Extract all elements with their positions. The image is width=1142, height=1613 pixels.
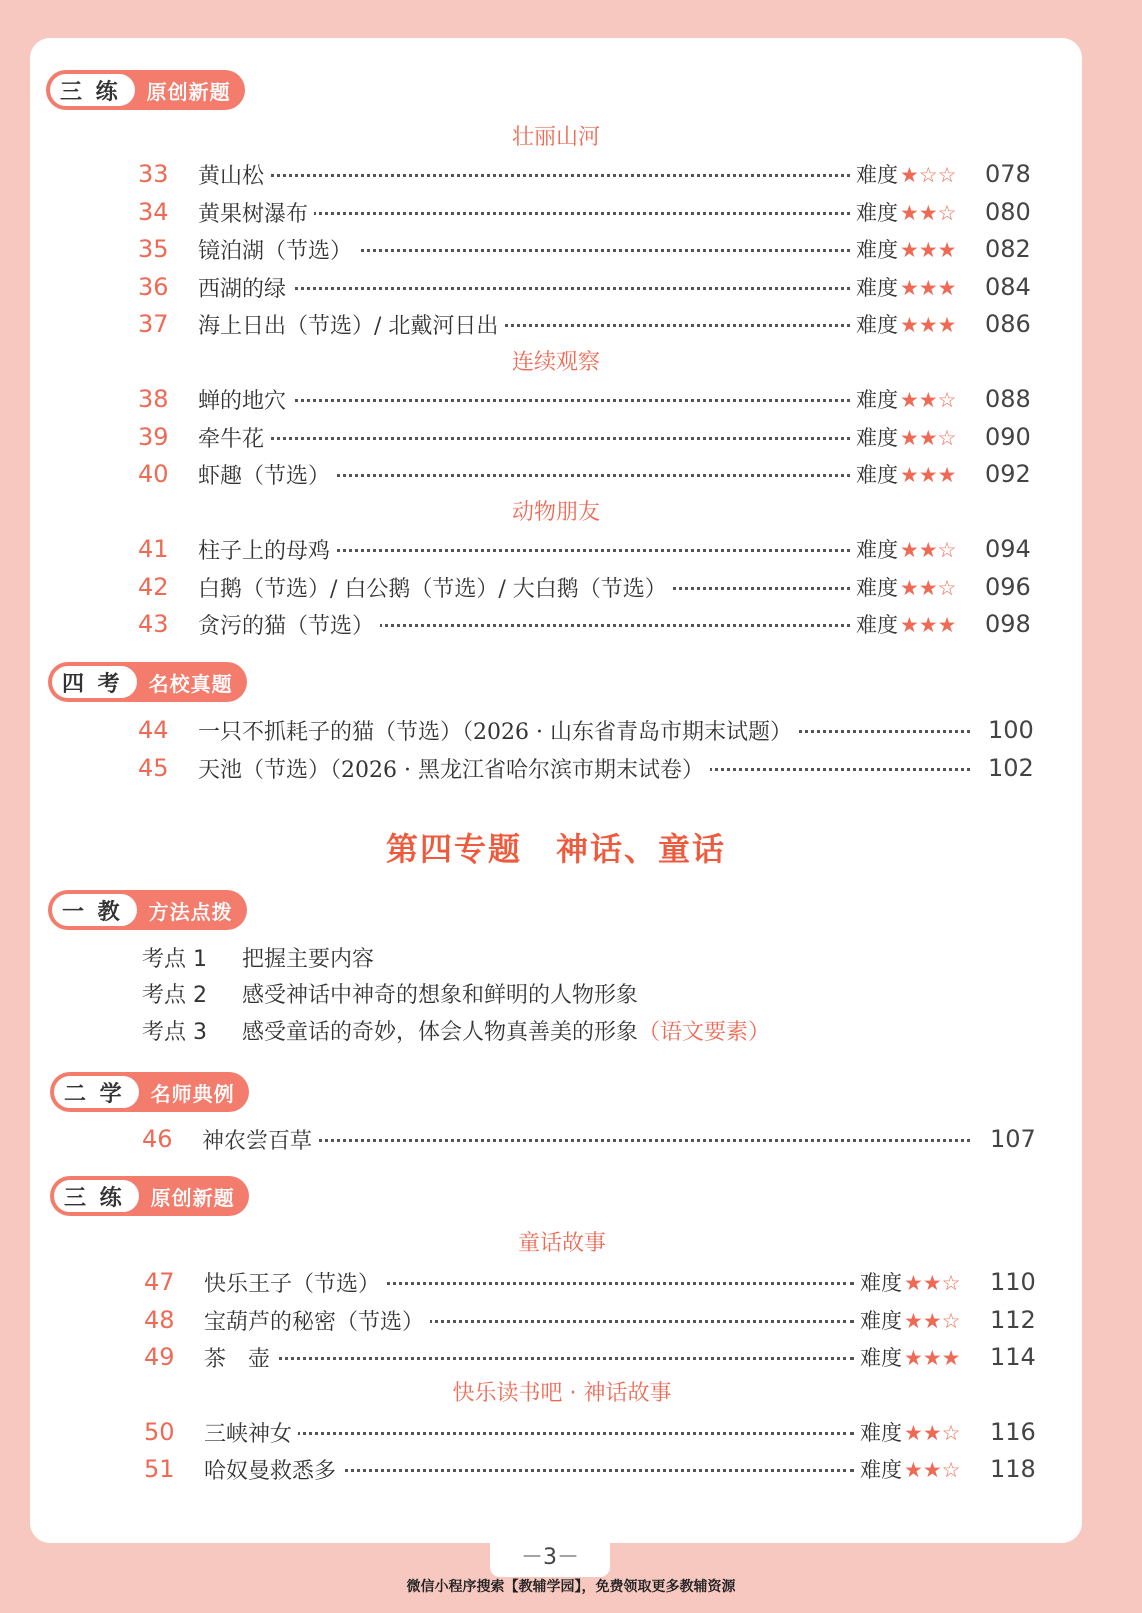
entry-number: 41 bbox=[138, 535, 169, 563]
kaodian-text: 感受童话的奇妙，体会人物真善美的形象 bbox=[242, 1020, 639, 1045]
entry-number: 33 bbox=[138, 160, 169, 188]
star-rating: ★★☆ bbox=[900, 426, 957, 450]
entry-title: 西湖的绿 bbox=[198, 272, 292, 303]
difficulty bbox=[850, 234, 956, 264]
difficulty-label: 难度 bbox=[856, 426, 898, 450]
leader-dots bbox=[230, 174, 850, 177]
difficulty bbox=[850, 609, 956, 639]
kaodian-key: 考点 2 bbox=[142, 983, 207, 1008]
difficulty-label: 难度 bbox=[856, 463, 898, 487]
entry-number: 37 bbox=[138, 310, 169, 338]
entry-title: 镜泊湖（节选） bbox=[198, 234, 358, 265]
page-ref: 110 bbox=[990, 1268, 1036, 1296]
page-ref: 116 bbox=[990, 1418, 1036, 1446]
entry-title: 天池（节选）（2026 · 黑龙江省哈尔滨市期末试卷） bbox=[198, 753, 710, 784]
section-title: 第四专题 神话、童话 bbox=[385, 830, 726, 868]
badge-left-label: 三 练 bbox=[48, 72, 137, 108]
leader-dots bbox=[230, 437, 850, 440]
badge-right-label: 原创新题 bbox=[150, 1185, 235, 1210]
entry-title: 宝葫芦的秘密（节选） bbox=[204, 1305, 430, 1336]
star-rating: ★★☆ bbox=[904, 1309, 961, 1333]
entry-number: 40 bbox=[138, 460, 169, 488]
page-ref: 098 bbox=[985, 610, 1031, 638]
star-rating: ★★★ bbox=[900, 463, 957, 487]
entry-number: 36 bbox=[138, 273, 169, 301]
entry-title: 茶 壶 bbox=[204, 1342, 276, 1373]
difficulty bbox=[850, 572, 956, 602]
star-rating: ★★☆ bbox=[904, 1458, 961, 1482]
difficulty-label: 难度 bbox=[860, 1421, 902, 1445]
entry-number: 49 bbox=[144, 1343, 175, 1371]
page-ref: 096 bbox=[985, 573, 1031, 601]
difficulty bbox=[854, 1417, 960, 1447]
entry-number: 35 bbox=[138, 235, 169, 263]
difficulty bbox=[854, 1454, 960, 1484]
star-rating: ★★★ bbox=[900, 276, 957, 300]
difficulty-label: 难度 bbox=[860, 1271, 902, 1295]
entry-number: 48 bbox=[144, 1306, 175, 1334]
leader-dots bbox=[230, 212, 850, 215]
page-ref: 078 bbox=[985, 160, 1031, 188]
entry-title: 白鹅（节选）/ 白公鹅（节选）/ 大白鹅（节选） bbox=[198, 572, 673, 603]
difficulty-label: 难度 bbox=[860, 1346, 902, 1370]
page-ref: 102 bbox=[988, 754, 1034, 782]
star-rating: ★★★ bbox=[900, 238, 957, 262]
section-badge-practice-2 bbox=[50, 1176, 249, 1216]
difficulty bbox=[850, 272, 956, 302]
leader-dots bbox=[230, 399, 850, 402]
entry-title: 黄山松 bbox=[198, 159, 270, 190]
page-ref: 107 bbox=[990, 1125, 1036, 1153]
entry-number: 43 bbox=[138, 610, 169, 638]
section-badge-teach bbox=[48, 890, 247, 930]
badge-left-label: 二 学 bbox=[52, 1074, 141, 1110]
star-rating: ★★☆ bbox=[904, 1421, 961, 1445]
kaodian-key: 考点 1 bbox=[142, 947, 207, 972]
difficulty-label: 难度 bbox=[856, 238, 898, 262]
page-ref: 092 bbox=[985, 460, 1031, 488]
badge-right-label: 原创新题 bbox=[146, 79, 231, 104]
difficulty-label: 难度 bbox=[856, 613, 898, 637]
star-rating: ★★☆ bbox=[900, 538, 957, 562]
difficulty-label: 难度 bbox=[860, 1458, 902, 1482]
entry-title: 黄果树瀑布 bbox=[198, 197, 314, 228]
page-ref: 080 bbox=[985, 198, 1031, 226]
entry-number: 42 bbox=[138, 573, 169, 601]
badge-left-label: 三 练 bbox=[52, 1178, 141, 1214]
entry-number: 46 bbox=[142, 1125, 173, 1153]
difficulty bbox=[850, 422, 956, 452]
entry-number: 50 bbox=[144, 1418, 175, 1446]
kaodian-key: 考点 3 bbox=[142, 1020, 207, 1045]
entry-number: 44 bbox=[138, 716, 169, 744]
difficulty-label: 难度 bbox=[856, 276, 898, 300]
page-ref: 082 bbox=[985, 235, 1031, 263]
category-heading: 壮丽山河 bbox=[511, 125, 600, 150]
difficulty bbox=[850, 309, 956, 339]
category-heading: 童话故事 bbox=[517, 1231, 606, 1256]
page-ref: 084 bbox=[985, 273, 1031, 301]
page-ref: 114 bbox=[990, 1343, 1036, 1371]
difficulty-label: 难度 bbox=[856, 313, 898, 337]
difficulty-label: 难度 bbox=[856, 163, 898, 187]
page-ref: 086 bbox=[985, 310, 1031, 338]
kaodian-text: 感受神话中神奇的想象和鲜明的人物形象 bbox=[242, 983, 639, 1008]
page-ref: 094 bbox=[985, 535, 1031, 563]
difficulty-label: 难度 bbox=[856, 538, 898, 562]
section-badge-learn bbox=[50, 1072, 249, 1112]
entry-title: 三峡神女 bbox=[204, 1417, 298, 1448]
badge-right-label: 名校真题 bbox=[148, 671, 233, 696]
kaodian-item bbox=[142, 942, 374, 973]
star-rating: ★★★ bbox=[900, 313, 957, 337]
difficulty-label: 难度 bbox=[860, 1309, 902, 1333]
badge-left-label: 四 考 bbox=[50, 664, 139, 700]
entry-title: 虾趣（节选） bbox=[198, 459, 336, 490]
entry-title: 贪污的猫（节选） bbox=[198, 609, 380, 640]
page-ref: 112 bbox=[990, 1306, 1036, 1334]
star-rating: ★☆☆ bbox=[900, 163, 957, 187]
leader-dots bbox=[234, 1139, 970, 1142]
kaodian-item bbox=[142, 1015, 770, 1046]
difficulty-label: 难度 bbox=[856, 576, 898, 600]
kaodian-item bbox=[142, 978, 638, 1009]
difficulty-label: 难度 bbox=[856, 388, 898, 412]
difficulty bbox=[850, 159, 956, 189]
page-ref: 090 bbox=[985, 423, 1031, 451]
badge-right-label: 名师典例 bbox=[150, 1081, 235, 1106]
entry-number: 34 bbox=[138, 198, 169, 226]
difficulty bbox=[850, 197, 956, 227]
content-card bbox=[30, 38, 1082, 1543]
badge-right-label: 方法点拨 bbox=[148, 899, 233, 924]
difficulty bbox=[854, 1342, 960, 1372]
leader-dots bbox=[236, 1432, 854, 1435]
entry-title: 蝉的地穴 bbox=[198, 384, 292, 415]
star-rating: ★★☆ bbox=[900, 388, 957, 412]
entry-title: 神农尝百草 bbox=[202, 1124, 318, 1155]
entry-number: 51 bbox=[144, 1455, 175, 1483]
leader-dots bbox=[230, 287, 850, 290]
star-rating: ★★☆ bbox=[900, 576, 957, 600]
entry-number: 38 bbox=[138, 385, 169, 413]
section-badge-practice bbox=[46, 70, 245, 110]
star-rating: ★★☆ bbox=[900, 201, 957, 225]
footer-note: 微信小程序搜索【教辅学园】，免费领取更多教辅资源 bbox=[406, 1579, 736, 1595]
star-rating: ★★★ bbox=[900, 613, 957, 637]
page-number: －3－ bbox=[490, 1543, 610, 1577]
entry-title: 一只不抓耗子的猫（节选）（2026 · 山东省青岛市期末试题） bbox=[198, 715, 798, 746]
category-heading: 连续观察 bbox=[511, 350, 600, 375]
entry-title: 柱子上的母鸡 bbox=[198, 534, 336, 565]
section-badge-exam bbox=[48, 662, 247, 702]
category-heading: 动物朋友 bbox=[511, 500, 600, 525]
leader-dots bbox=[236, 1357, 854, 1360]
kaodian-highlight: （语文要素） bbox=[638, 1020, 771, 1045]
entry-title: 海上日出（节选）/ 北戴河日出 bbox=[198, 309, 504, 340]
badge-left-label: 一 教 bbox=[50, 892, 139, 928]
star-rating: ★★★ bbox=[904, 1346, 961, 1370]
entry-number: 45 bbox=[138, 754, 169, 782]
page-ref: 118 bbox=[990, 1455, 1036, 1483]
entry-title: 牵牛花 bbox=[198, 422, 270, 453]
entry-title: 快乐王子（节选） bbox=[204, 1267, 386, 1298]
entry-number: 39 bbox=[138, 423, 169, 451]
star-rating: ★★☆ bbox=[904, 1271, 961, 1295]
difficulty bbox=[854, 1267, 960, 1297]
page-ref: 100 bbox=[988, 716, 1034, 744]
difficulty bbox=[850, 534, 956, 564]
difficulty-label: 难度 bbox=[856, 201, 898, 225]
entry-title: 哈奴曼救悉多 bbox=[204, 1454, 342, 1485]
kaodian-text: 把握主要内容 bbox=[242, 947, 375, 972]
difficulty bbox=[850, 384, 956, 414]
difficulty bbox=[854, 1305, 960, 1335]
page-ref: 088 bbox=[985, 385, 1031, 413]
entry-number: 47 bbox=[144, 1268, 175, 1296]
difficulty bbox=[850, 459, 956, 489]
category-heading: 快乐读书吧 · 神话故事 bbox=[452, 1381, 672, 1406]
